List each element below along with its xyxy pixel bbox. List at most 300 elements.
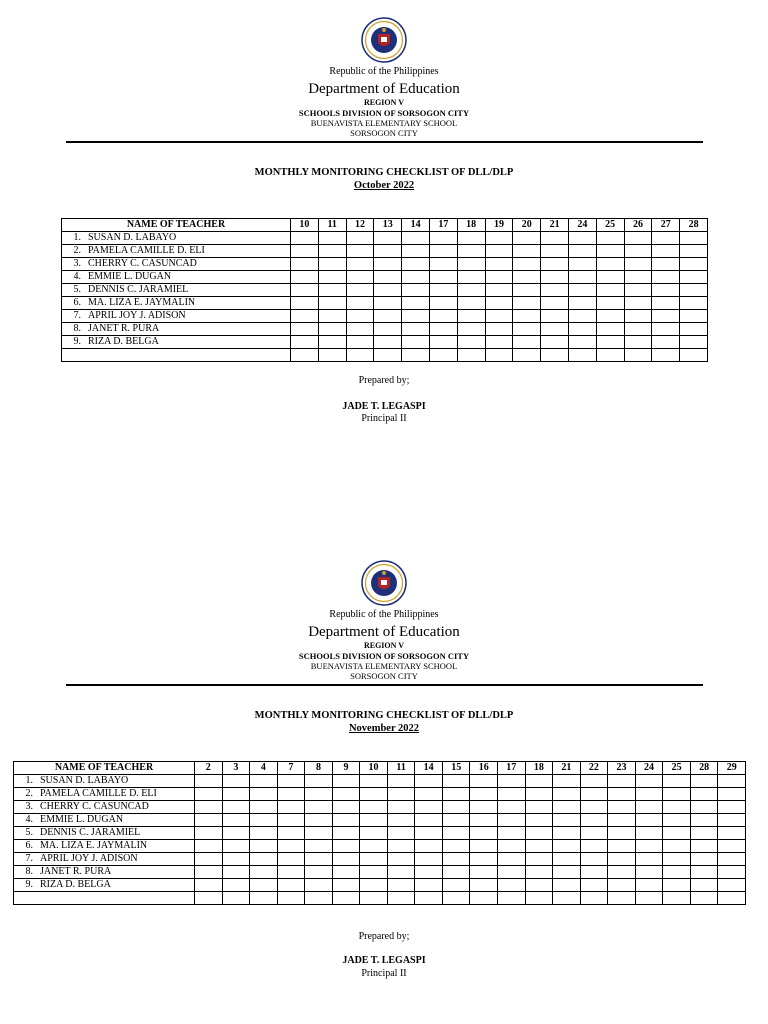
checklist-table — [61, 218, 708, 362]
checklist-cell — [580, 866, 608, 879]
checklist-cell — [457, 232, 485, 245]
checklist-cell — [690, 827, 718, 840]
checklist-cell — [485, 310, 513, 323]
checklist-cell — [624, 284, 652, 297]
checklist-cell — [250, 788, 278, 801]
checklist-cell — [513, 310, 541, 323]
day-column-header: 11 — [387, 762, 415, 775]
checklist-cell — [374, 232, 402, 245]
checklist-cell — [222, 788, 250, 801]
checklist-cell — [305, 866, 333, 879]
table-row — [14, 866, 746, 879]
teacher-name-cell — [14, 788, 195, 801]
teacher-name-cell — [62, 258, 291, 271]
checklist-cell — [415, 788, 443, 801]
checklist-cell — [498, 801, 526, 814]
checklist-cell — [485, 232, 513, 245]
checklist-cell — [318, 232, 346, 245]
checklist-cell — [360, 853, 388, 866]
checklist-cell — [429, 245, 457, 258]
checklist-cell — [663, 879, 691, 892]
checklist-cell — [415, 801, 443, 814]
day-column-header: 14 — [402, 219, 430, 232]
checklist-cell — [553, 775, 581, 788]
checklist-cell — [277, 840, 305, 853]
checklist-cell — [498, 866, 526, 879]
teacher-name-cell — [62, 297, 291, 310]
checklist-cell — [485, 245, 513, 258]
teacher-name: MA. LIZA E. JAYMALIN — [40, 840, 148, 851]
signatory-position: Principal II — [361, 968, 407, 979]
checklist-cell — [485, 336, 513, 349]
checklist-cell — [470, 814, 498, 827]
checklist-cell — [387, 775, 415, 788]
checklist-cell — [513, 271, 541, 284]
checklist-cell — [624, 323, 652, 336]
checklist-title: MONTHLY MONITORING CHECKLIST OF DLL/DLP — [254, 710, 514, 721]
checklist-cell — [580, 827, 608, 840]
table-row — [14, 801, 746, 814]
checklist-cell — [718, 814, 746, 827]
checklist-cell — [525, 827, 553, 840]
checklist-cell — [332, 866, 360, 879]
checklist-cell — [596, 323, 624, 336]
checklist-cell — [525, 775, 553, 788]
checklist-cell — [718, 801, 746, 814]
checklist-cell — [222, 853, 250, 866]
teacher-name: CHERRY C. CASUNCAD — [40, 801, 149, 812]
table-row — [62, 284, 708, 297]
checklist-cell — [608, 814, 636, 827]
region-line: REGION V — [363, 641, 405, 650]
checklist-cell — [250, 840, 278, 853]
name-column-header: NAME OF TEACHER — [14, 762, 195, 775]
checklist-cell — [415, 775, 443, 788]
checklist-cell — [429, 284, 457, 297]
checklist-cell — [663, 801, 691, 814]
checklist-cell — [553, 879, 581, 892]
checklist-cell — [690, 866, 718, 879]
checklist-cell — [332, 801, 360, 814]
checklist-cell — [374, 245, 402, 258]
deped-seal-icon — [361, 17, 407, 63]
checklist-cell — [608, 840, 636, 853]
checklist-cell — [318, 284, 346, 297]
checklist-cell — [680, 271, 708, 284]
checklist-cell — [485, 284, 513, 297]
day-column-header: 24 — [635, 762, 663, 775]
checklist-cell — [457, 336, 485, 349]
checklist-cell — [470, 892, 498, 905]
checklist-cell — [635, 814, 663, 827]
checklist-cell — [635, 840, 663, 853]
day-column-header: 11 — [318, 219, 346, 232]
checklist-cell — [360, 801, 388, 814]
republic-line: Republic of the Philippines — [329, 66, 439, 77]
checklist-cell — [442, 801, 470, 814]
row-number: 9. — [73, 336, 81, 347]
checklist-cell — [568, 310, 596, 323]
division-line: SCHOOLS DIVISION OF SORSOGON CITY — [298, 108, 470, 118]
checklist-cell — [513, 258, 541, 271]
school-line: BUENAVISTA ELEMENTARY SCHOOL — [310, 661, 458, 671]
checklist-cell — [14, 892, 195, 905]
table-row — [62, 232, 708, 245]
checklist-cell — [553, 827, 581, 840]
checklist-cell — [374, 297, 402, 310]
checklist-cell — [680, 258, 708, 271]
checklist-cell — [690, 814, 718, 827]
checklist-cell — [635, 879, 663, 892]
day-column-header: 25 — [596, 219, 624, 232]
checklist-cell — [652, 245, 680, 258]
checklist-cell — [387, 827, 415, 840]
checklist-cell — [608, 892, 636, 905]
teacher-name: JANET R. PURA — [88, 323, 160, 334]
checklist-cell — [415, 866, 443, 879]
teacher-name: PAMELA CAMILLE D. ELI — [40, 788, 157, 799]
checklist-cell — [680, 232, 708, 245]
checklist-cell — [346, 349, 374, 362]
checklist-cell — [541, 336, 569, 349]
checklist-cell — [195, 840, 223, 853]
day-column-header: 22 — [580, 762, 608, 775]
checklist-cell — [318, 258, 346, 271]
prepared-by-label: Prepared by; — [358, 931, 410, 942]
checklist-cell — [442, 814, 470, 827]
checklist-cell — [332, 853, 360, 866]
teacher-name: EMMIE L. DUGAN — [88, 271, 172, 282]
day-column-header: 27 — [652, 219, 680, 232]
row-number: 7. — [73, 310, 81, 321]
checklist-cell — [457, 310, 485, 323]
checklist-cell — [624, 245, 652, 258]
day-column-header: 25 — [663, 762, 691, 775]
teacher-name-cell — [14, 879, 195, 892]
name-column-header: NAME OF TEACHER — [62, 219, 291, 232]
checklist-cell — [470, 788, 498, 801]
checklist-cell — [680, 349, 708, 362]
checklist-cell — [429, 336, 457, 349]
signatory-position: Principal II — [361, 413, 407, 424]
checklist-cell — [318, 245, 346, 258]
checklist-cell — [277, 814, 305, 827]
checklist-cell — [580, 801, 608, 814]
day-column-header: 18 — [457, 219, 485, 232]
header-divider — [66, 684, 703, 686]
checklist-cell — [680, 336, 708, 349]
checklist-cell — [553, 892, 581, 905]
checklist-cell — [332, 879, 360, 892]
checklist-cell — [250, 853, 278, 866]
checklist-cell — [568, 297, 596, 310]
checklist-cell — [652, 258, 680, 271]
day-column-header: 23 — [608, 762, 636, 775]
checklist-cell — [596, 310, 624, 323]
day-column-header: 19 — [485, 219, 513, 232]
teacher-name-cell — [14, 853, 195, 866]
checklist-month: October 2022 — [353, 180, 415, 191]
checklist-cell — [624, 336, 652, 349]
checklist-cell — [652, 297, 680, 310]
teacher-name-cell — [14, 801, 195, 814]
checklist-cell — [624, 232, 652, 245]
checklist-cell — [402, 284, 430, 297]
table-header-row — [62, 219, 708, 232]
school-line: BUENAVISTA ELEMENTARY SCHOOL — [310, 118, 458, 128]
checklist-cell — [568, 336, 596, 349]
checklist-cell — [415, 827, 443, 840]
checklist-cell — [485, 297, 513, 310]
checklist-cell — [568, 245, 596, 258]
teacher-name: SUSAN D. LABAYO — [40, 775, 129, 786]
checklist-cell — [663, 827, 691, 840]
row-number: 4. — [73, 271, 81, 282]
checklist-cell — [568, 349, 596, 362]
checklist-cell — [429, 271, 457, 284]
table-row — [14, 879, 746, 892]
checklist-cell — [624, 310, 652, 323]
checklist-cell — [250, 801, 278, 814]
day-column-header: 14 — [415, 762, 443, 775]
checklist-cell — [580, 892, 608, 905]
checklist-cell — [596, 336, 624, 349]
checklist-cell — [305, 853, 333, 866]
checklist-cell — [690, 775, 718, 788]
checklist-cell — [402, 323, 430, 336]
checklist-cell — [442, 879, 470, 892]
checklist-cell — [222, 814, 250, 827]
checklist-cell — [513, 323, 541, 336]
checklist-cell — [374, 258, 402, 271]
checklist-cell — [360, 814, 388, 827]
row-number: 6. — [73, 297, 81, 308]
checklist-cell — [277, 775, 305, 788]
day-column-header: 3 — [222, 762, 250, 775]
checklist-cell — [553, 853, 581, 866]
table-header-row — [14, 762, 746, 775]
checklist-cell — [291, 336, 319, 349]
checklist-cell — [318, 349, 346, 362]
checklist-cell — [635, 853, 663, 866]
checklist-cell — [580, 775, 608, 788]
checklist-cell — [663, 853, 691, 866]
day-column-header: 7 — [277, 762, 305, 775]
checklist-cell — [485, 349, 513, 362]
checklist-cell — [485, 271, 513, 284]
checklist-cell — [360, 892, 388, 905]
checklist-cell — [513, 349, 541, 362]
checklist-cell — [291, 323, 319, 336]
checklist-cell — [541, 245, 569, 258]
day-column-header: 28 — [690, 762, 718, 775]
division-line: SCHOOLS DIVISION OF SORSOGON CITY — [298, 651, 470, 661]
checklist-cell — [250, 892, 278, 905]
checklist-cell — [541, 297, 569, 310]
checklist-cell — [680, 284, 708, 297]
checklist-cell — [346, 297, 374, 310]
row-number: 2. — [73, 245, 81, 256]
checklist-cell — [580, 840, 608, 853]
checklist-cell — [291, 297, 319, 310]
checklist-cell — [498, 775, 526, 788]
checklist-cell — [525, 892, 553, 905]
day-column-header: 9 — [332, 762, 360, 775]
day-column-header: 17 — [498, 762, 526, 775]
checklist-cell — [442, 853, 470, 866]
checklist-cell — [360, 775, 388, 788]
teacher-name: DENNIS C. JARAMIEL — [40, 827, 141, 838]
checklist-cell — [387, 788, 415, 801]
checklist-cell — [402, 258, 430, 271]
checklist-cell — [608, 879, 636, 892]
checklist-cell — [485, 323, 513, 336]
teacher-name: RIZA D. BELGA — [88, 336, 159, 347]
checklist-cell — [415, 840, 443, 853]
checklist-cell — [374, 349, 402, 362]
checklist-cell — [635, 866, 663, 879]
checklist-cell — [346, 310, 374, 323]
checklist-cell — [195, 892, 223, 905]
checklist-cell — [568, 232, 596, 245]
checklist-cell — [525, 853, 553, 866]
checklist-cell — [553, 866, 581, 879]
table-row — [62, 336, 708, 349]
day-column-header: 15 — [442, 762, 470, 775]
table-row — [62, 258, 708, 271]
checklist-cell — [624, 297, 652, 310]
checklist-cell — [680, 297, 708, 310]
checklist-cell — [596, 258, 624, 271]
checklist-cell — [635, 775, 663, 788]
table-row — [62, 297, 708, 310]
checklist-cell — [402, 232, 430, 245]
checklist-cell — [498, 827, 526, 840]
day-column-header: 18 — [525, 762, 553, 775]
checklist-cell — [277, 892, 305, 905]
checklist-cell — [442, 866, 470, 879]
checklist-cell — [652, 271, 680, 284]
checklist-cell — [387, 853, 415, 866]
teacher-name-cell — [14, 866, 195, 879]
checklist-cell — [277, 827, 305, 840]
teacher-name-cell — [14, 775, 195, 788]
checklist-cell — [250, 775, 278, 788]
checklist-cell — [305, 801, 333, 814]
checklist-cell — [332, 788, 360, 801]
checklist-cell — [513, 245, 541, 258]
table-row — [14, 814, 746, 827]
checklist-cell — [387, 892, 415, 905]
checklist-cell — [318, 323, 346, 336]
checklist-cell — [541, 258, 569, 271]
checklist-cell — [624, 271, 652, 284]
checklist-cell — [360, 788, 388, 801]
region-line: REGION V — [363, 98, 405, 107]
checklist-cell — [195, 866, 223, 879]
checklist-cell — [457, 245, 485, 258]
day-column-header: 12 — [346, 219, 374, 232]
checklist-cell — [429, 310, 457, 323]
checklist-cell — [415, 879, 443, 892]
teacher-name: PAMELA CAMILLE D. ELI — [88, 245, 205, 256]
checklist-cell — [663, 866, 691, 879]
checklist-cell — [402, 349, 430, 362]
signatory-name: JADE T. LEGASPI — [342, 401, 426, 412]
row-number: 3. — [25, 801, 33, 812]
checklist-cell — [387, 866, 415, 879]
checklist-cell — [470, 853, 498, 866]
checklist-cell — [291, 284, 319, 297]
checklist-cell — [690, 801, 718, 814]
checklist-cell — [442, 840, 470, 853]
checklist-cell — [222, 840, 250, 853]
checklist-cell — [429, 297, 457, 310]
checklist-cell — [608, 827, 636, 840]
teacher-name-cell — [14, 840, 195, 853]
checklist-cell — [718, 840, 746, 853]
checklist-cell — [332, 892, 360, 905]
department-name: Department of Education — [308, 81, 460, 97]
table-row — [62, 271, 708, 284]
teacher-name-cell — [14, 827, 195, 840]
checklist-cell — [596, 245, 624, 258]
table-row — [62, 310, 708, 323]
row-number: 5. — [73, 284, 81, 295]
row-number: 8. — [73, 323, 81, 334]
checklist-cell — [62, 349, 291, 362]
checklist-cell — [718, 879, 746, 892]
day-column-header: 20 — [513, 219, 541, 232]
teacher-name-cell — [62, 271, 291, 284]
checklist-cell — [415, 853, 443, 866]
checklist-cell — [608, 866, 636, 879]
checklist-cell — [580, 814, 608, 827]
checklist-cell — [415, 814, 443, 827]
checklist-cell — [525, 879, 553, 892]
checklist-cell — [553, 814, 581, 827]
checklist-cell — [470, 840, 498, 853]
checklist-cell — [305, 879, 333, 892]
row-number: 1. — [25, 775, 33, 786]
teacher-name-cell — [62, 336, 291, 349]
checklist-cell — [429, 349, 457, 362]
checklist-cell — [525, 788, 553, 801]
day-column-header: 13 — [374, 219, 402, 232]
row-number: 1. — [73, 232, 81, 243]
checklist-cell — [250, 827, 278, 840]
checklist-cell — [442, 827, 470, 840]
checklist-cell — [346, 323, 374, 336]
checklist-cell — [195, 814, 223, 827]
checklist-table — [13, 761, 746, 905]
checklist-cell — [498, 879, 526, 892]
checklist-cell — [305, 788, 333, 801]
checklist-cell — [525, 801, 553, 814]
checklist-cell — [663, 892, 691, 905]
row-number: 8. — [25, 866, 33, 877]
teacher-name: APRIL JOY J. ADISON — [40, 853, 138, 864]
checklist-cell — [580, 788, 608, 801]
checklist-cell — [195, 879, 223, 892]
deped-seal-icon — [361, 560, 407, 606]
table-row — [14, 827, 746, 840]
signatory-name: JADE T. LEGASPI — [342, 955, 426, 966]
checklist-cell — [457, 349, 485, 362]
checklist-cell — [457, 323, 485, 336]
checklist-cell — [541, 323, 569, 336]
checklist-cell — [568, 323, 596, 336]
